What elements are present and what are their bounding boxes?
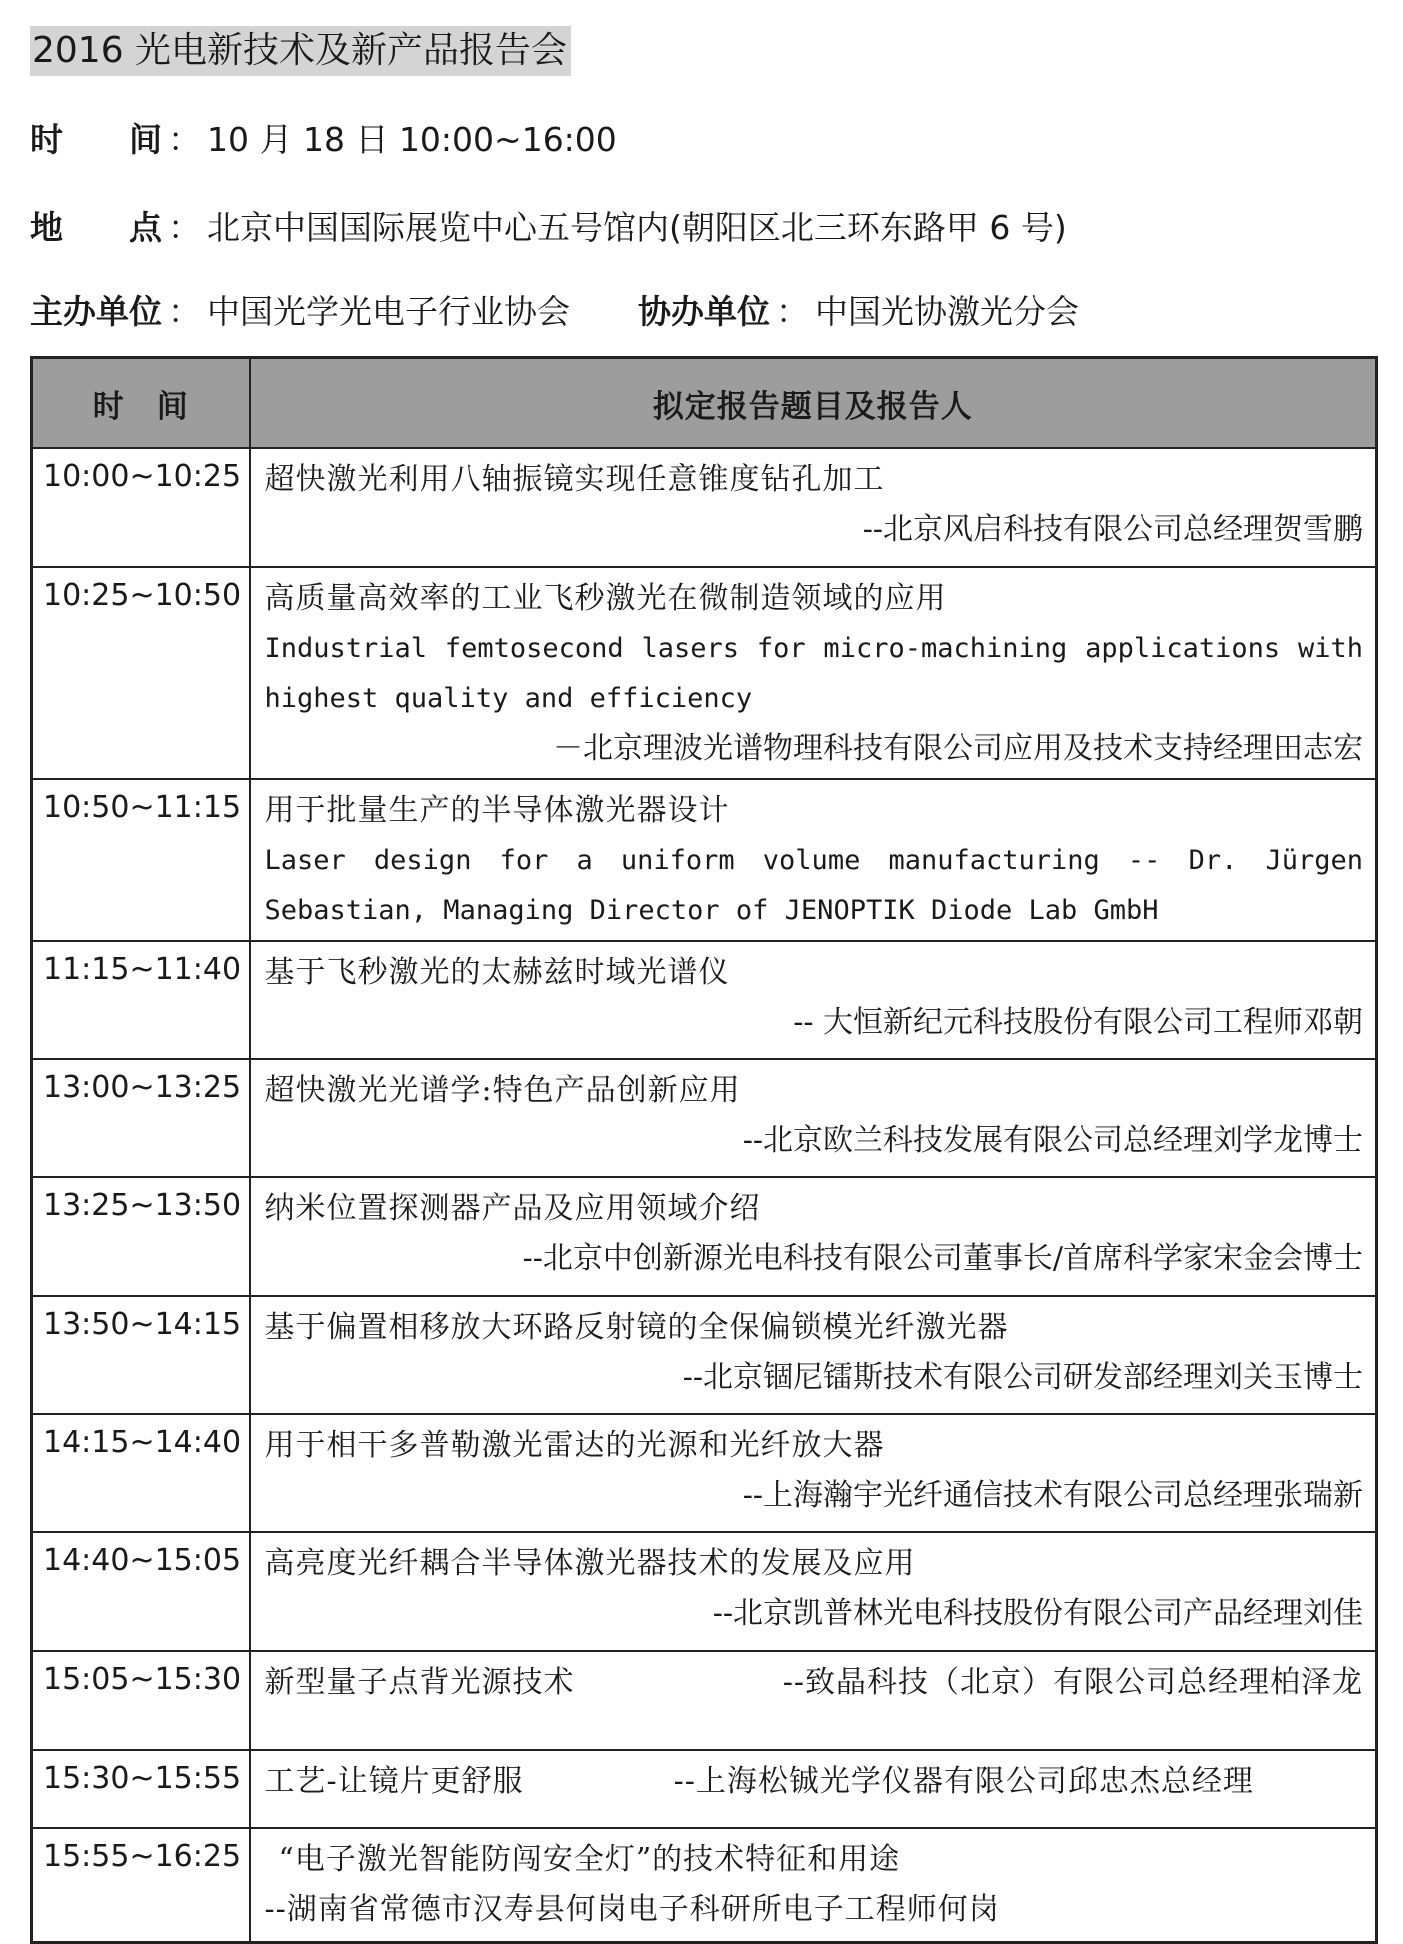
row-time: 13:50~14:15 bbox=[32, 1296, 250, 1414]
talk-speaker: --上海松铖光学仪器有限公司邱忠杰总经理 bbox=[673, 1764, 1254, 1799]
talk-title-english: highest quality and efficiency bbox=[264, 683, 753, 714]
talk-title: 基于偏置相移放大环路反射镜的全保偏锁模光纤激光器 bbox=[264, 1310, 1009, 1345]
talk-speaker: --北京中创新源光电科技有限公司董事长/首席科学家宋金会博士 bbox=[522, 1241, 1363, 1276]
row-topic bbox=[250, 1296, 1377, 1414]
table-row bbox=[32, 1828, 1377, 1942]
talk-speaker: --致晶科技（北京）有限公司总经理柏泽龙 bbox=[782, 1665, 1363, 1700]
talk-speaker: --北京风启科技有限公司总经理贺雪鹏 bbox=[862, 512, 1363, 547]
talk-title: 高亮度光纤耦合半导体激光器技术的发展及应用 bbox=[264, 1546, 916, 1581]
table-row bbox=[32, 779, 1377, 941]
place-label: 地 点 bbox=[30, 208, 162, 247]
row-topic bbox=[250, 941, 1377, 1059]
talk-line bbox=[265, 1658, 1364, 1708]
row-topic bbox=[250, 1532, 1377, 1651]
table-row bbox=[32, 1532, 1377, 1651]
place-value: 北京中国国际展览中心五号馆内(朝阳区北三环东路甲 6 号) bbox=[207, 208, 1067, 247]
talk-speaker: －北京理波光谱物理科技有限公司应用及技术支持经理田志宏 bbox=[553, 731, 1363, 766]
row-time: 15:30~15:55 bbox=[32, 1750, 250, 1828]
talk-title: 超快激光利用八轴振镜实现任意锥度钻孔加工 bbox=[264, 462, 885, 497]
talk-title: “电子激光智能防闯安全灯”的技术特征和用途 bbox=[278, 1842, 901, 1877]
table-header-row bbox=[32, 358, 1377, 449]
talk-speaker: --湖南省常德市汉寿县何岗电子科研所电子工程师何岗 bbox=[264, 1892, 1000, 1927]
row-time: 13:25~13:50 bbox=[32, 1177, 250, 1296]
row-time: 14:40~15:05 bbox=[32, 1532, 250, 1651]
document-title: 2016 光电新技术及新产品报告会 bbox=[30, 26, 571, 76]
row-time: 13:00~13:25 bbox=[32, 1059, 250, 1177]
talk-speaker: --北京欧兰科技发展有限公司总经理刘学龙博士 bbox=[742, 1123, 1363, 1158]
row-topic bbox=[250, 448, 1377, 567]
table-row bbox=[32, 448, 1377, 567]
row-topic bbox=[250, 1651, 1377, 1750]
separator: ： bbox=[168, 120, 201, 159]
host-value: 中国光学光电子行业协会 bbox=[207, 292, 570, 331]
place-line bbox=[30, 206, 1067, 250]
row-time: 14:15~14:40 bbox=[32, 1414, 250, 1532]
row-time: 15:05~15:30 bbox=[32, 1651, 250, 1750]
row-time: 15:55~16:25 bbox=[32, 1828, 250, 1942]
talk-title-english: Sebastian, Managing Director of JENOPTIK Diode Lab GmbH bbox=[264, 895, 1159, 926]
talk-title: 用于相干多普勒激光雷达的光源和光纤放大器 bbox=[264, 1428, 885, 1463]
row-time: 10:50~11:15 bbox=[32, 779, 250, 941]
talk-line bbox=[265, 1757, 1364, 1807]
talk-title-english: Industrial femtosecond lasers for micro-machining applications with bbox=[264, 633, 1363, 664]
cohost-label: 协办单位 bbox=[638, 292, 770, 331]
row-time: 10:25~10:50 bbox=[32, 567, 250, 779]
cohost-value: 中国光协激光分会 bbox=[815, 292, 1079, 331]
host-label: 主办单位 bbox=[30, 292, 162, 331]
table-row bbox=[32, 941, 1377, 1059]
schedule-table bbox=[30, 356, 1378, 1944]
time-line bbox=[30, 118, 617, 162]
row-time: 10:00~10:25 bbox=[32, 448, 250, 567]
row-topic bbox=[250, 1177, 1377, 1296]
organizer-line bbox=[30, 290, 1079, 334]
table-row bbox=[32, 1414, 1377, 1532]
talk-speaker: -- 大恒新纪元科技股份有限公司工程师邓朝 bbox=[793, 1005, 1363, 1040]
table-row bbox=[32, 1059, 1377, 1177]
talk-speaker: --北京凯普林光电科技股份有限公司产品经理刘佳 bbox=[712, 1596, 1363, 1631]
table-row bbox=[32, 1296, 1377, 1414]
talk-title-english: Laser design for a uniform volume manufacturing -- Dr. Jürgen bbox=[264, 845, 1363, 876]
row-time: 11:15~11:40 bbox=[32, 941, 250, 1059]
time-label: 时 间 bbox=[30, 120, 162, 159]
table-row bbox=[32, 1651, 1377, 1750]
table-row bbox=[32, 567, 1377, 779]
talk-title: 新型量子点背光源技术 bbox=[264, 1665, 575, 1700]
table-row bbox=[32, 1177, 1377, 1296]
talk-speaker: --上海瀚宇光纤通信技术有限公司总经理张瑞新 bbox=[742, 1478, 1363, 1513]
separator: ： bbox=[776, 292, 809, 331]
row-topic bbox=[250, 1828, 1377, 1942]
row-topic bbox=[250, 1414, 1377, 1532]
separator: ： bbox=[168, 292, 201, 331]
time-value: 10 月 18 日 10:00~16:00 bbox=[207, 120, 617, 159]
header-topic: 拟定报告题目及报告人 bbox=[250, 358, 1377, 449]
talk-title: 超快激光光谱学:特色产品创新应用 bbox=[264, 1073, 741, 1108]
talk-title: 基于飞秒激光的太赫兹时域光谱仪 bbox=[264, 955, 730, 990]
row-topic bbox=[250, 779, 1377, 941]
row-topic bbox=[250, 1059, 1377, 1177]
separator: ： bbox=[168, 208, 201, 247]
table-row bbox=[32, 1750, 1377, 1828]
row-topic bbox=[250, 567, 1377, 779]
header-time: 时 间 bbox=[32, 358, 250, 449]
row-topic bbox=[250, 1750, 1377, 1828]
talk-speaker: --北京锢尼镭斯技术有限公司研发部经理刘关玉博士 bbox=[682, 1360, 1363, 1395]
talk-title: 工艺-让镜片更舒服 bbox=[264, 1764, 524, 1799]
talk-title: 用于批量生产的半导体激光器设计 bbox=[264, 793, 730, 828]
talk-title: 高质量高效率的工业飞秒激光在微制造领域的应用 bbox=[264, 581, 947, 616]
talk-title: 纳米位置探测器产品及应用领域介绍 bbox=[264, 1191, 761, 1226]
